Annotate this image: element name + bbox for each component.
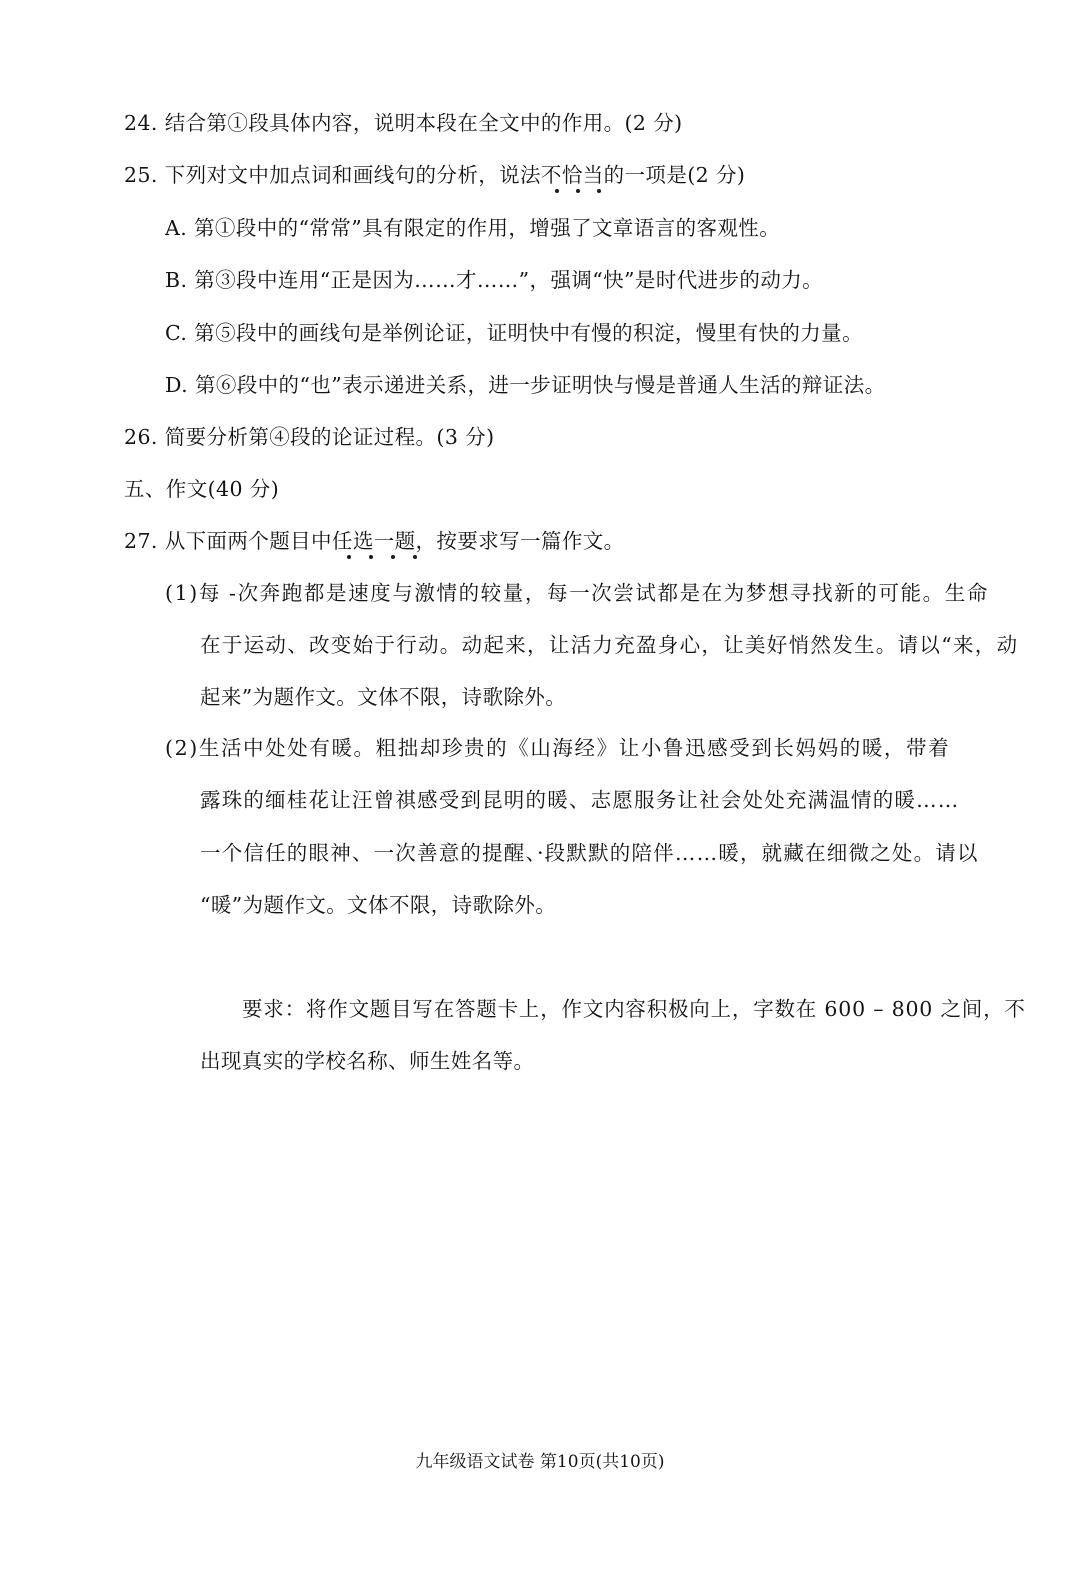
- prompt-1-line: 在于运动、改变始于行动。动起来，让活力充盈身心，让美好悄然发生。请以“来，动: [200, 633, 1019, 657]
- question-26: 26. 简要分析第④段的论证过程。(3 分): [124, 425, 495, 449]
- emphasis-dot: [555, 189, 559, 193]
- question-25: 25. 下列对文中加点词和画线句的分析，说法不恰当的一项是(2 分): [124, 163, 746, 187]
- prompt-2-line: “暖”为题作文。文体不限，诗歌除外。: [200, 893, 557, 917]
- prompt-2-line: (2)生活中处处有暖。粗拙却珍贵的《山海经》让小鲁迅感受到长妈妈的暖，带着: [165, 736, 951, 760]
- option-a: A. 第①段中的“常常”具有限定的作用，增强了文章语言的客观性。: [165, 216, 781, 240]
- emphasis-dot: [391, 555, 395, 559]
- emphasis-dot: [597, 189, 601, 193]
- option-c: C. 第⑤段中的画线句是举例论证，证明快中有慢的积淀，慢里有快的力量。: [165, 321, 863, 345]
- emphasis-dot: [576, 189, 580, 193]
- page-footer: 九年级语文试卷 第10页(共10页): [415, 1452, 665, 1472]
- prompt-1-line: 起来”为题作文。文体不限，诗歌除外。: [200, 685, 567, 709]
- question-24: 24. 结合第①段具体内容，说明本段在全文中的作用。(2 分): [124, 111, 683, 135]
- prompt-2-line: 露珠的缅桂花让汪曾祺感受到昆明的暖、志愿服务让社会处处充满温情的暖……: [200, 788, 960, 812]
- option-d: D. 第⑥段中的“也”表示递进关系，进一步证明快与慢是普通人生活的辩证法。: [165, 373, 886, 397]
- requirement-line: 出现真实的学校名称、师生姓名等。: [200, 1049, 535, 1073]
- option-b: B. 第③段中连用“正是因为……才……”，强调“快”是时代进步的动力。: [165, 268, 824, 292]
- question-27: 27. 从下面两个题目中任选一题，按要求写一篇作文。: [124, 529, 625, 553]
- prompt-1-line: (1)每 -次奔跑都是速度与激情的较量，每一次尝试都是在为梦想寻找新的可能。生命: [165, 581, 989, 605]
- section-heading-composition: 五、作文(40 分): [124, 477, 280, 501]
- prompt-2-line: 一个信任的眼神、一次善意的提醒、·段默默的陪伴……暖，就藏在细微之处。请以: [200, 841, 979, 865]
- emphasis-dot: [347, 555, 351, 559]
- emphasis-dot: [369, 555, 373, 559]
- emphasis-dot: [413, 555, 417, 559]
- requirement-line: 要求：将作文题目写在答题卡上，作文内容积极向上，字数在 600 – 800 之间，不: [242, 997, 1026, 1021]
